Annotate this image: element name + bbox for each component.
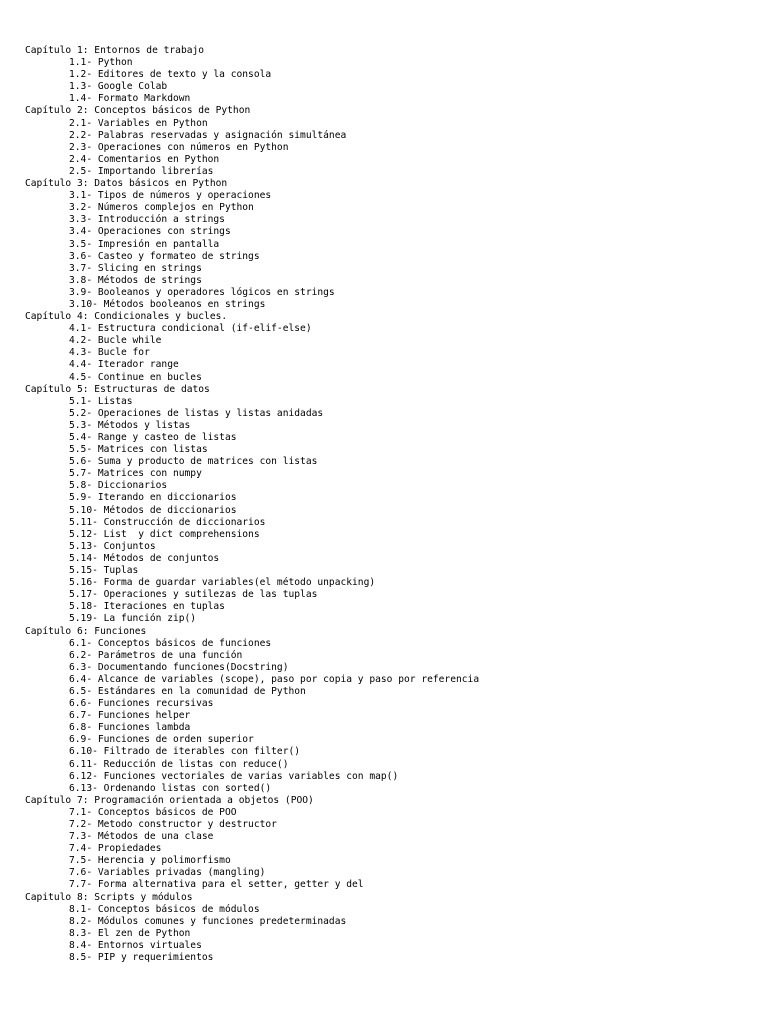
section-item: 6.7- Funciones helper (69, 710, 191, 722)
section-item: 5.7- Matrices con numpy (69, 468, 202, 480)
section-item: 1.3- Google Colab (69, 81, 168, 93)
section-item: 6.3- Documentando funciones(Docstring) (69, 661, 289, 673)
section-item: 2.5- Importando librerías (69, 165, 214, 177)
section-item: 6.9- Funciones de orden superior (69, 734, 254, 746)
section-item: 3.10- Métodos booleanos en strings (69, 298, 266, 310)
section-item: 5.14- Métodos de conjuntos (69, 552, 220, 564)
section-item: 2.3- Operaciones con números en Python (69, 141, 289, 153)
section-item: 2.2- Palabras reservadas y asignación simultánea (69, 129, 347, 141)
section-item: 7.1- Conceptos básicos de POO (69, 806, 237, 818)
section-item: 4.5- Continue en bucles (69, 371, 202, 383)
section-item: 8.5- PIP y requerimientos (69, 952, 214, 964)
section-item: 1.4- Formato Markdown (69, 93, 191, 105)
section-item: 8.3- El zen de Python (69, 927, 191, 939)
section-item: 5.1- Listas (69, 395, 133, 407)
section-item: 5.2- Operaciones de listas y listas anidadas (69, 407, 324, 419)
section-item: 2.4- Comentarios en Python (69, 153, 220, 165)
section-item: 5.12- List y dict comprehensions (69, 528, 260, 540)
section-item: 3.9- Booleanos y operadores lógicos en strings (69, 286, 335, 298)
section-item: 6.5- Estándares en la comunidad de Python (69, 685, 306, 697)
section-item: 5.16- Forma de guardar variables(el método unpacking) (69, 577, 376, 589)
section-item: 3.7- Slicing en strings (69, 262, 202, 274)
section-item: 6.2- Parámetros de una función (69, 649, 243, 661)
section-item: 3.6- Casteo y formateo de strings (69, 250, 260, 262)
table-of-contents (25, 45, 755, 964)
section-item: 6.8- Funciones lambda (69, 722, 191, 734)
section-item: 4.4- Iterador range (69, 359, 179, 371)
section-item: 3.1- Tipos de números y operaciones (69, 190, 272, 202)
section-item: 5.17- Operaciones y sutilezas de las tuplas (69, 589, 318, 601)
section-item: 7.3- Métodos de una clase (69, 831, 214, 843)
chapter-title: Capítulo 2: Conceptos básicos de Python (25, 105, 251, 117)
section-item: 8.4- Entornos virtuales (69, 939, 202, 951)
section-item: 6.6- Funciones recursivas (69, 698, 214, 710)
section-item: 6.11- Reducción de listas con reduce() (69, 758, 289, 770)
section-item: 5.8- Diccionarios (69, 480, 168, 492)
section-item: 5.10- Métodos de diccionarios (69, 504, 237, 516)
chapter-title: Capítulo 3: Datos básicos en Python (25, 178, 228, 190)
section-item: 5.11- Construcción de diccionarios (69, 516, 266, 528)
section-item: 6.4- Alcance de variables (scope), paso por copia y paso por referencia (69, 673, 480, 685)
section-item: 5.6- Suma y producto de matrices con listas (69, 456, 318, 468)
chapter-title: Capítulo 6: Funciones (25, 625, 147, 637)
section-item: 7.2- Metodo constructor y destructor (69, 819, 277, 830)
section-item: 4.1- Estructura condicional (if-elif-else) (69, 323, 312, 335)
chapter-title: Capitulo 8: Scripts y módulos (25, 891, 193, 903)
section-item: 3.3- Introducción a strings (69, 214, 225, 226)
section-item: 7.7- Forma alternativa para el setter, getter y del (69, 879, 364, 891)
section-item: 3.2- Números complejos en Python (69, 202, 254, 214)
chapter-title: Capítulo 7: Programación orientada a objetos (POO) (25, 794, 314, 806)
section-item: 4.2- Bucle while (69, 335, 162, 347)
chapter-title: Capítulo 1: Entornos de trabajo (25, 45, 205, 56)
section-item: 6.12- Funciones vectoriales de varias variables con map() (69, 770, 399, 782)
section-item: 5.18- Iteraciones en tuplas (69, 601, 225, 613)
section-item: 1.2- Editores de texto y la consola (69, 69, 272, 81)
section-item: 5.9- Iterando en diccionarios (69, 492, 237, 504)
section-item: 1.1- Python (69, 57, 133, 69)
section-item: 5.13- Conjuntos (69, 540, 156, 552)
section-item: 7.5- Herencia y polimorfismo (69, 855, 231, 867)
section-item: 5.4- Range y casteo de listas (69, 432, 237, 443)
section-item: 5.15- Tuplas (69, 565, 139, 577)
section-item: 5.3- Métodos y listas (69, 419, 191, 431)
section-item: 7.4- Propiedades (69, 843, 162, 855)
chapter-title: Capítulo 4: Condicionales y bucles. (25, 311, 228, 323)
section-item: 3.5- Impresión en pantalla (69, 238, 220, 250)
chapter-title: Capítulo 5: Estructuras de datos (25, 383, 210, 395)
section-item: 2.1- Variables en Python (69, 117, 208, 129)
section-item: 5.19- La función zip() (69, 613, 197, 625)
section-item: 7.6- Variables privadas (mangling) (69, 867, 266, 879)
section-item: 5.5- Matrices con listas (69, 444, 208, 456)
section-item: 6.1- Conceptos básicos de funciones (69, 637, 272, 649)
section-item: 8.2- Módulos comunes y funciones predeterminadas (69, 915, 347, 927)
section-item: 8.1- Conceptos básicos de módulos (69, 903, 260, 915)
section-item: 6.13- Ordenando listas con sorted() (69, 782, 272, 794)
section-item: 3.8- Métodos de strings (69, 274, 202, 286)
section-item: 3.4- Operaciones con strings (69, 226, 231, 238)
section-item: 6.10- Filtrado de iterables con filter() (69, 746, 301, 758)
section-item: 4.3- Bucle for (69, 347, 150, 359)
